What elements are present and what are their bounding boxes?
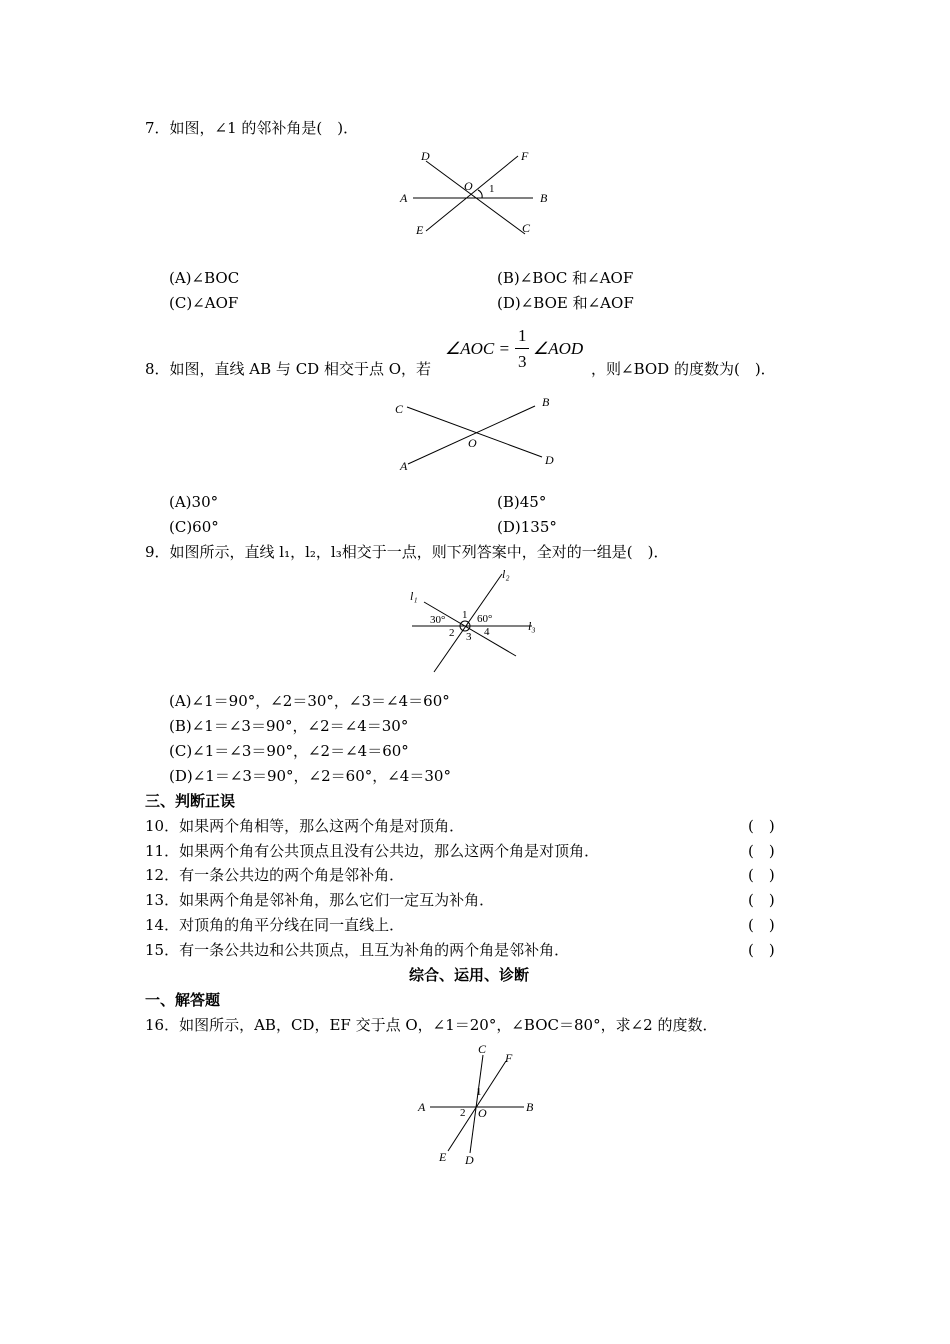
q8-formula-num: 1 — [518, 326, 527, 345]
q7-figure — [398, 148, 558, 238]
q16-stem: 16．如图所示，AB，CD，EF 交于点 O，∠1＝20°，∠BOC＝80°，求∠2 的度数． — [145, 1016, 718, 1034]
q8-label-o: O — [468, 436, 477, 450]
q7-option-c: (C)∠AOF — [169, 294, 239, 312]
q9-stem: 9．如图所示，直线 l₁，l₂，l₃相交于一点，则下列答案中，全对的一组是( )． — [145, 543, 669, 561]
q16-label-o: O — [478, 1106, 487, 1120]
q9-option-d: (D)∠1＝∠3＝90°，∠2＝60°，∠4＝30° — [169, 767, 451, 785]
q7-label-d: D — [421, 149, 430, 163]
q9-label-l1: l₁ — [410, 589, 418, 603]
q7-option-a: (A)∠BOC — [169, 269, 240, 287]
q13-answer-paren[interactable]: ( ) — [748, 891, 775, 909]
q9-label-l3: l₃ — [528, 619, 536, 633]
q7-stem: 7．如图，∠1 的邻补角是( )． — [145, 119, 359, 137]
q9-label-4: 4 — [484, 626, 490, 638]
q16-label-1: 1 — [476, 1086, 482, 1098]
q7-label-1: 1 — [489, 183, 495, 195]
q9-label-l2: l₂ — [502, 567, 510, 581]
q16-label-f: F — [505, 1051, 513, 1065]
q8-option-c: (C)60° — [169, 518, 219, 536]
q8-stem-right: ，则∠BOD 的度数为( )． — [591, 360, 776, 378]
section-1-title: 一、解答题 — [145, 991, 221, 1009]
q7-option-b: (B)∠BOC 和∠AOF — [497, 269, 634, 287]
q10-statement: 10．如果两个角相等，那么这两个角是对顶角． — [145, 817, 465, 835]
q9-option-c: (C)∠1＝∠3＝90°，∠2＝∠4＝60° — [169, 742, 409, 760]
q16-figure — [412, 1043, 552, 1168]
q9-label-30: 30° — [430, 614, 446, 626]
q16-label-b: B — [526, 1100, 534, 1114]
q10-answer-paren[interactable]: ( ) — [748, 817, 775, 835]
q9-label-1: 1 — [462, 609, 468, 621]
q7-label-o: O — [464, 179, 473, 193]
q8-formula-den: 3 — [518, 352, 527, 371]
q16-label-d: D — [465, 1153, 474, 1167]
q8-formula-left: ∠AOC = — [445, 339, 510, 358]
q9-label-60: 60° — [477, 613, 493, 625]
q9-label-3: 3 — [466, 631, 472, 643]
q9-option-b: (B)∠1＝∠3＝90°，∠2＝∠4＝30° — [169, 717, 409, 735]
q11-statement: 11．如果两个角有公共顶点且没有公共边，那么这两个角是对顶角． — [145, 842, 600, 860]
q16-label-a: A — [418, 1100, 426, 1114]
q8-option-d: (D)135° — [497, 518, 557, 536]
section-3-title: 三、判断正误 — [145, 792, 236, 810]
q16-label-c: C — [478, 1042, 487, 1056]
q7-label-e: E — [416, 223, 424, 237]
q8-label-c: C — [395, 402, 404, 416]
q16-label-e: E — [439, 1150, 447, 1164]
part-2-title: 综合、运用、诊断 — [409, 966, 530, 984]
q12-statement: 12．有一条公共边的两个角是邻补角． — [145, 866, 405, 884]
q8-label-a: A — [400, 459, 408, 473]
q13-statement: 13．如果两个角是邻补角，那么它们一定互为补角． — [145, 891, 495, 909]
q8-formula-right: ∠AOD — [533, 339, 584, 358]
q15-statement: 15．有一条公共边和公共顶点，且互为补角的两个角是邻补角． — [145, 941, 570, 959]
q15-answer-paren[interactable]: ( ) — [748, 941, 775, 959]
q9-option-a: (A)∠1＝90°，∠2＝30°，∠3＝∠4＝60° — [169, 692, 450, 710]
q7-label-f: F — [521, 149, 529, 163]
q11-answer-paren[interactable]: ( ) — [748, 842, 775, 860]
q7-option-d: (D)∠BOE 和∠AOF — [497, 294, 634, 312]
q14-statement: 14．对顶角的角平分线在同一直线上． — [145, 916, 405, 934]
q9-label-2: 2 — [449, 627, 455, 639]
q8-figure — [392, 392, 562, 472]
q8-formula-bar — [515, 348, 529, 349]
q16-label-2: 2 — [460, 1107, 466, 1119]
q7-label-a: A — [400, 191, 408, 205]
q7-label-c: C — [522, 221, 531, 235]
q12-answer-paren[interactable]: ( ) — [748, 866, 775, 884]
q8-option-a: (A)30° — [169, 493, 219, 511]
q9-figure — [404, 566, 554, 676]
q7-label-b: B — [540, 191, 548, 205]
q14-answer-paren[interactable]: ( ) — [748, 916, 775, 934]
q8-label-d: D — [545, 453, 554, 467]
q8-option-b: (B)45° — [497, 493, 547, 511]
q8-stem-left: 8．如图，直线 AB 与 CD 相交于点 O，若 — [145, 360, 432, 378]
q8-label-b: B — [542, 395, 550, 409]
